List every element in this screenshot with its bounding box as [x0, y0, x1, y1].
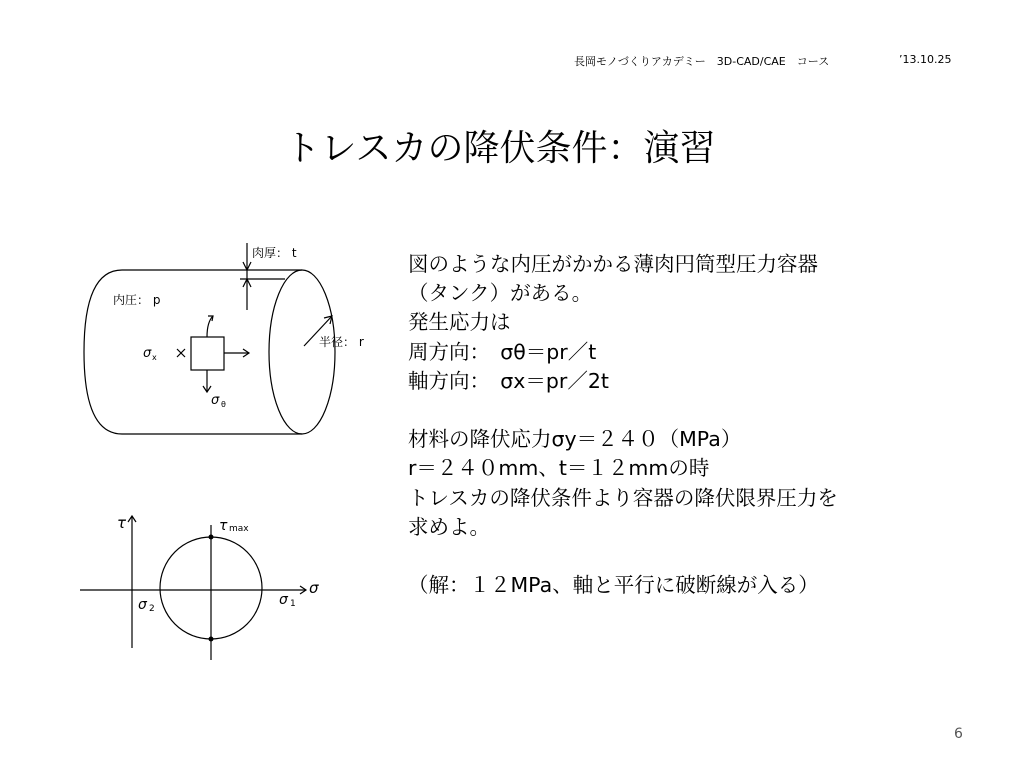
sigma1-subscript: 1 [290, 599, 296, 609]
problem-line: 材料の降伏応力σy＝２４０（MPa） [408, 427, 742, 452]
mohr-circle-diagram [80, 516, 306, 660]
tau-axis-label: τ [117, 514, 127, 532]
problem-line: 軸方向： σx＝pr／2t [408, 368, 609, 393]
sigma-theta-symbol: σ [211, 393, 220, 408]
sigma2-symbol: σ [138, 597, 147, 613]
problem-line: 発生応力は [408, 310, 511, 335]
course-header: 長岡モノづくりアカデミー 3D-CAD/CAE コース [574, 55, 830, 68]
sigma2-subscript: 2 [149, 604, 155, 614]
cylinder-diagram [84, 243, 335, 434]
page-number: 6 [954, 726, 963, 742]
cylinder-right-end [269, 270, 335, 434]
slide-date: ’13.10.25 [899, 53, 952, 66]
sigma-axis-label: σ [309, 579, 319, 597]
stress-element [191, 337, 224, 370]
sigma-theta-subscript: θ [221, 400, 226, 409]
sigma-x-subscript: x [152, 353, 157, 362]
problem-line: 周方向： σθ＝pr／t [408, 339, 597, 364]
problem-line: トレスカの降伏条件より容器の降伏限界圧力を [408, 485, 838, 510]
problem-line: 求めよ。 [408, 514, 490, 539]
tau-max-symbol: τ [219, 518, 228, 534]
wall-thickness-label: 肉厚： t [252, 246, 297, 260]
problem-line: （タンク）がある。 [408, 281, 593, 306]
tau-max-subscript: max [229, 524, 249, 534]
tau-min-point [209, 637, 214, 642]
pressure-label: 内圧： p [113, 293, 161, 307]
radius-label: 半径： r [319, 335, 364, 349]
slide-title: トレスカの降伏条件：演習 [284, 128, 716, 169]
answer-line: （解：１２MPa、軸と平行に破断線が入る） [408, 573, 819, 598]
blank-line [408, 542, 968, 571]
problem-line: 図のような内圧がかかる薄肉円筒型圧力容器 [408, 252, 818, 276]
sigma1-symbol: σ [279, 592, 288, 608]
blank-line [408, 396, 968, 425]
sigma-x-symbol: σ [143, 346, 152, 361]
problem-statement [408, 250, 968, 600]
tau-max-point [209, 535, 214, 540]
problem-line: r＝２４０mm、t＝１２mmの時 [408, 456, 710, 481]
